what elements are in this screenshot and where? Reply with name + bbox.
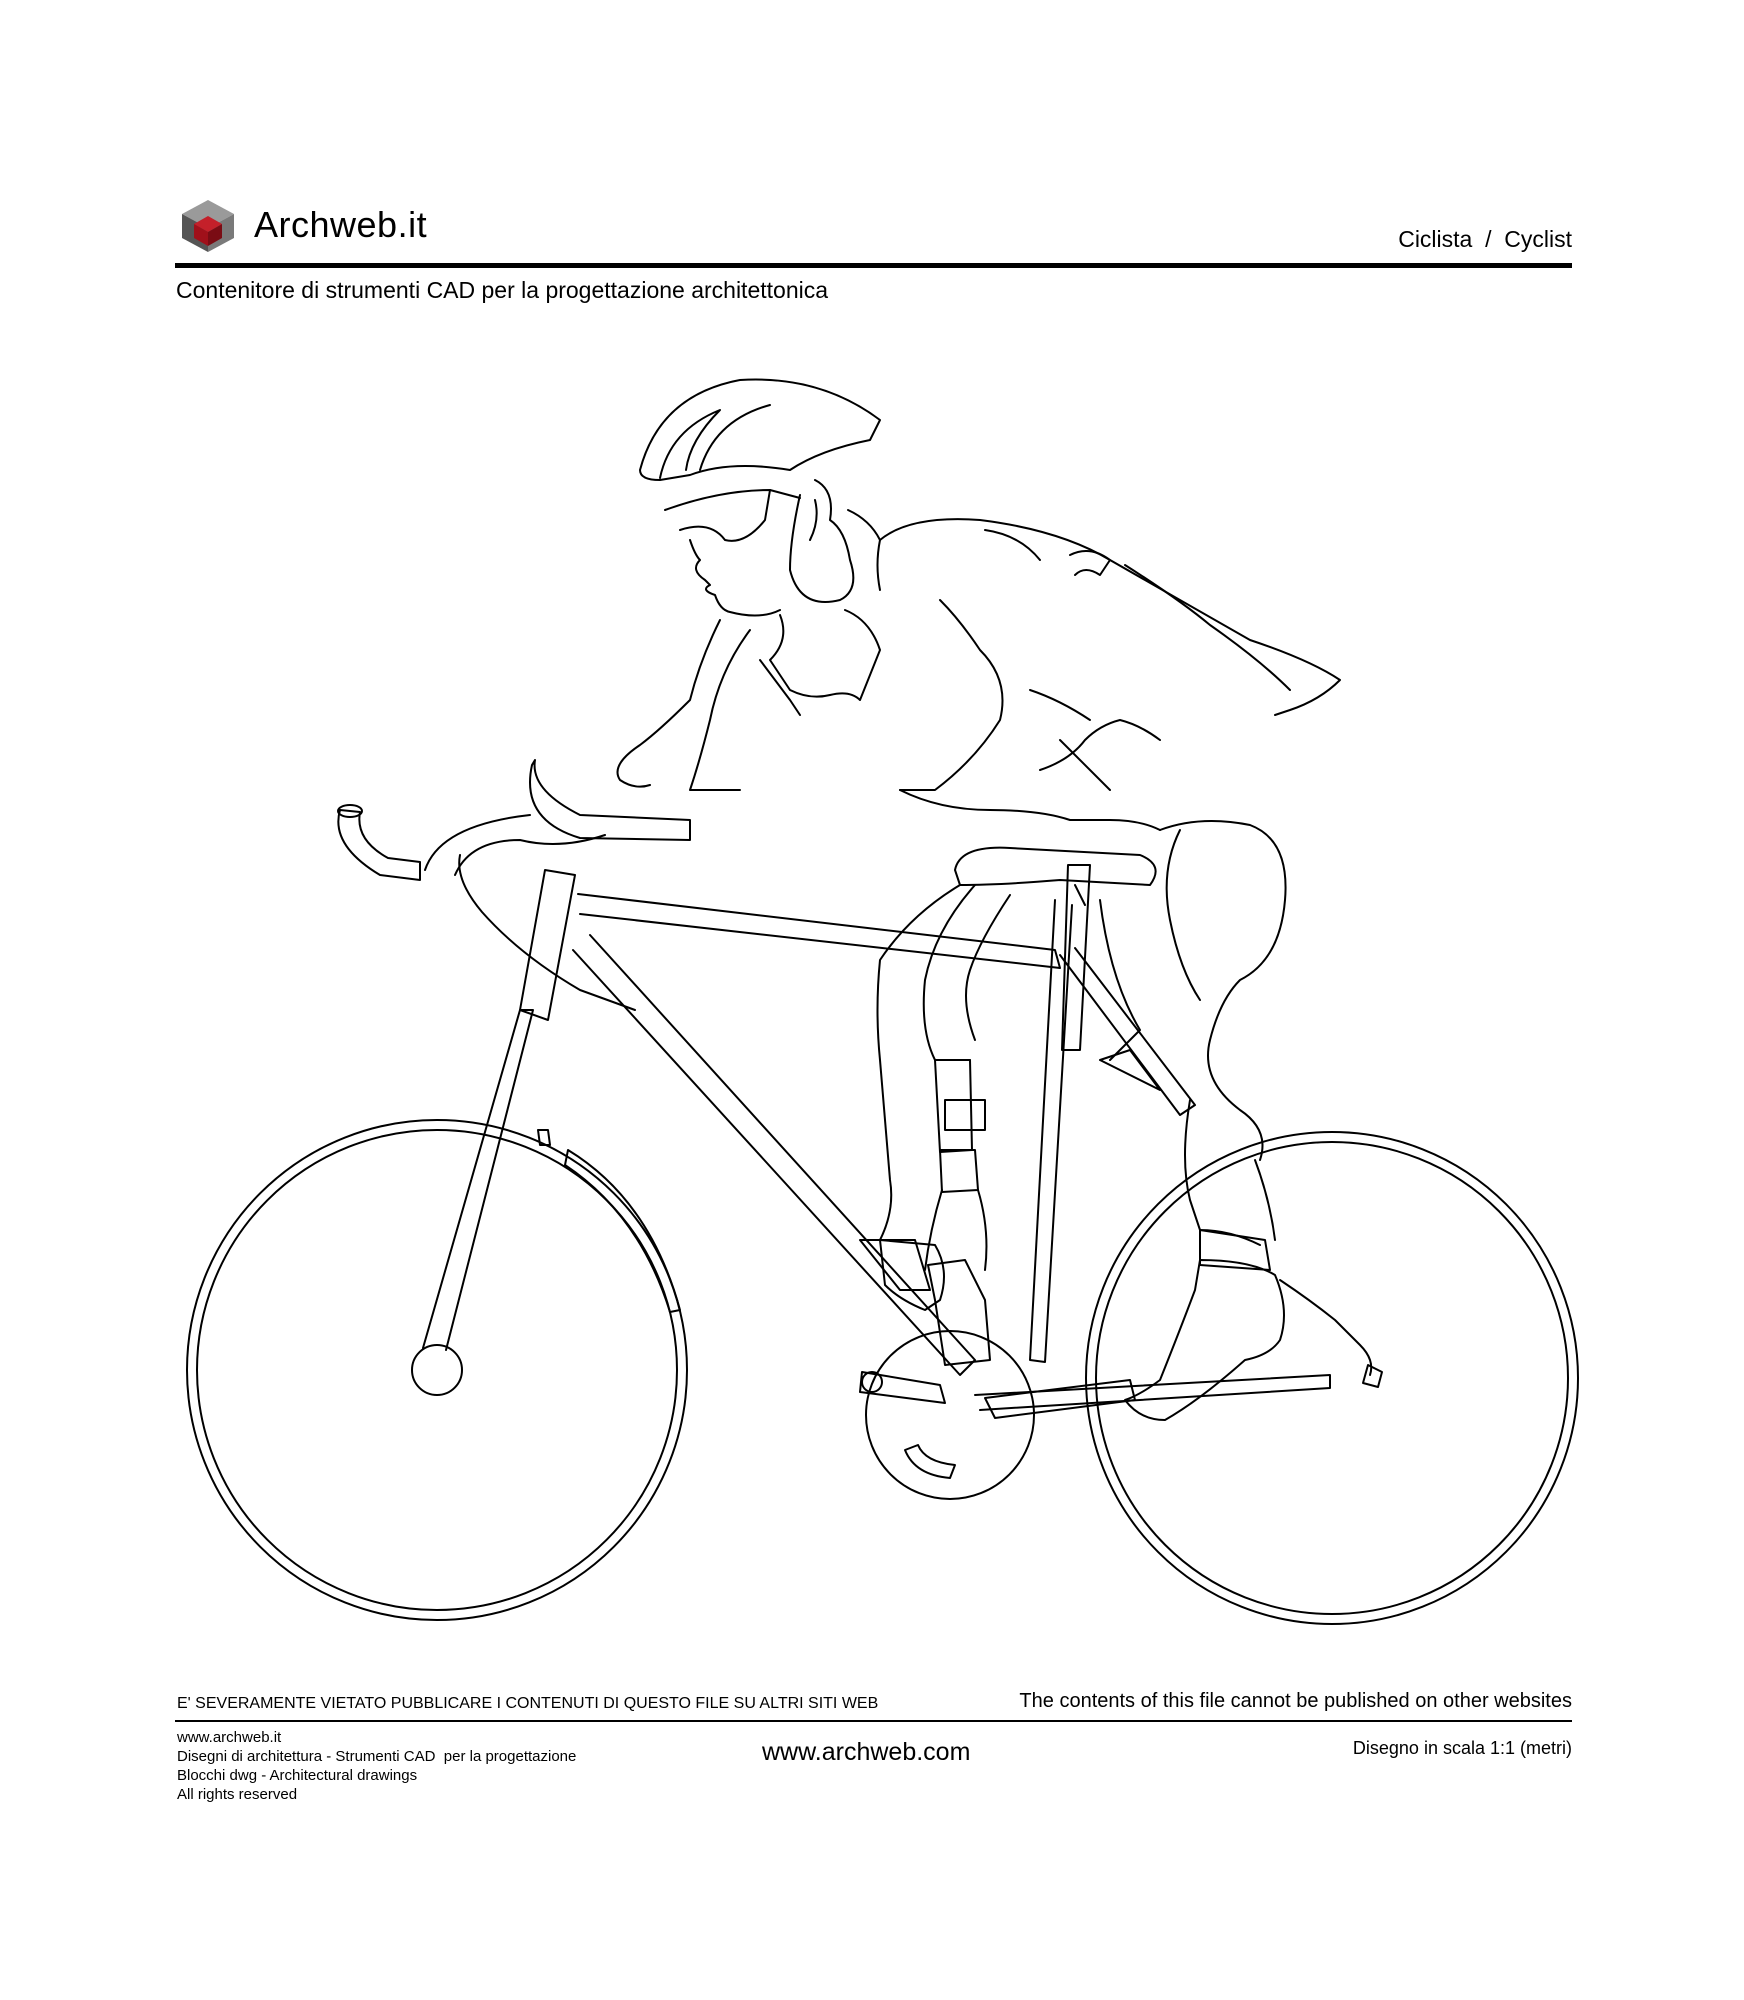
handlebars xyxy=(338,760,690,1010)
footer-line: Disegni di architettura - Strumenti CAD per la progettazione xyxy=(177,1748,577,1765)
header-divider xyxy=(175,263,1572,268)
bike-frame xyxy=(423,865,1330,1410)
logo-text: Archweb.it xyxy=(254,204,428,245)
drawing-title: Ciclista / Cyclist xyxy=(1398,226,1572,252)
subtitle: Contenitore di strumenti CAD per la progettazione architettonica xyxy=(176,277,829,303)
chainring xyxy=(860,1331,1135,1499)
saddle xyxy=(955,848,1156,905)
footer-divider xyxy=(175,1720,1572,1722)
rider xyxy=(618,380,1372,1421)
footer-info xyxy=(177,1728,576,1804)
footer-line: All rights reserved xyxy=(177,1786,298,1803)
warning-italian: E' SEVERAMENTE VIETATO PUBBLICARE I CONTENUTI DI QUESTO FILE SU ALTRI SITI WEB xyxy=(177,1695,879,1712)
scale-note: Disegno in scala 1:1 (metri) xyxy=(1352,1738,1572,1758)
warning-english: The contents of this file cannot be published on other websites xyxy=(1019,1690,1572,1712)
cyclist-drawing xyxy=(0,340,1744,1660)
footer-url: www.archweb.com xyxy=(762,1738,971,1766)
footer-line: www.archweb.it xyxy=(177,1729,282,1746)
footer-line: Blocchi dwg - Architectural drawings xyxy=(177,1767,418,1784)
front-wheel xyxy=(187,1120,687,1620)
archweb-logo-icon xyxy=(178,198,238,254)
